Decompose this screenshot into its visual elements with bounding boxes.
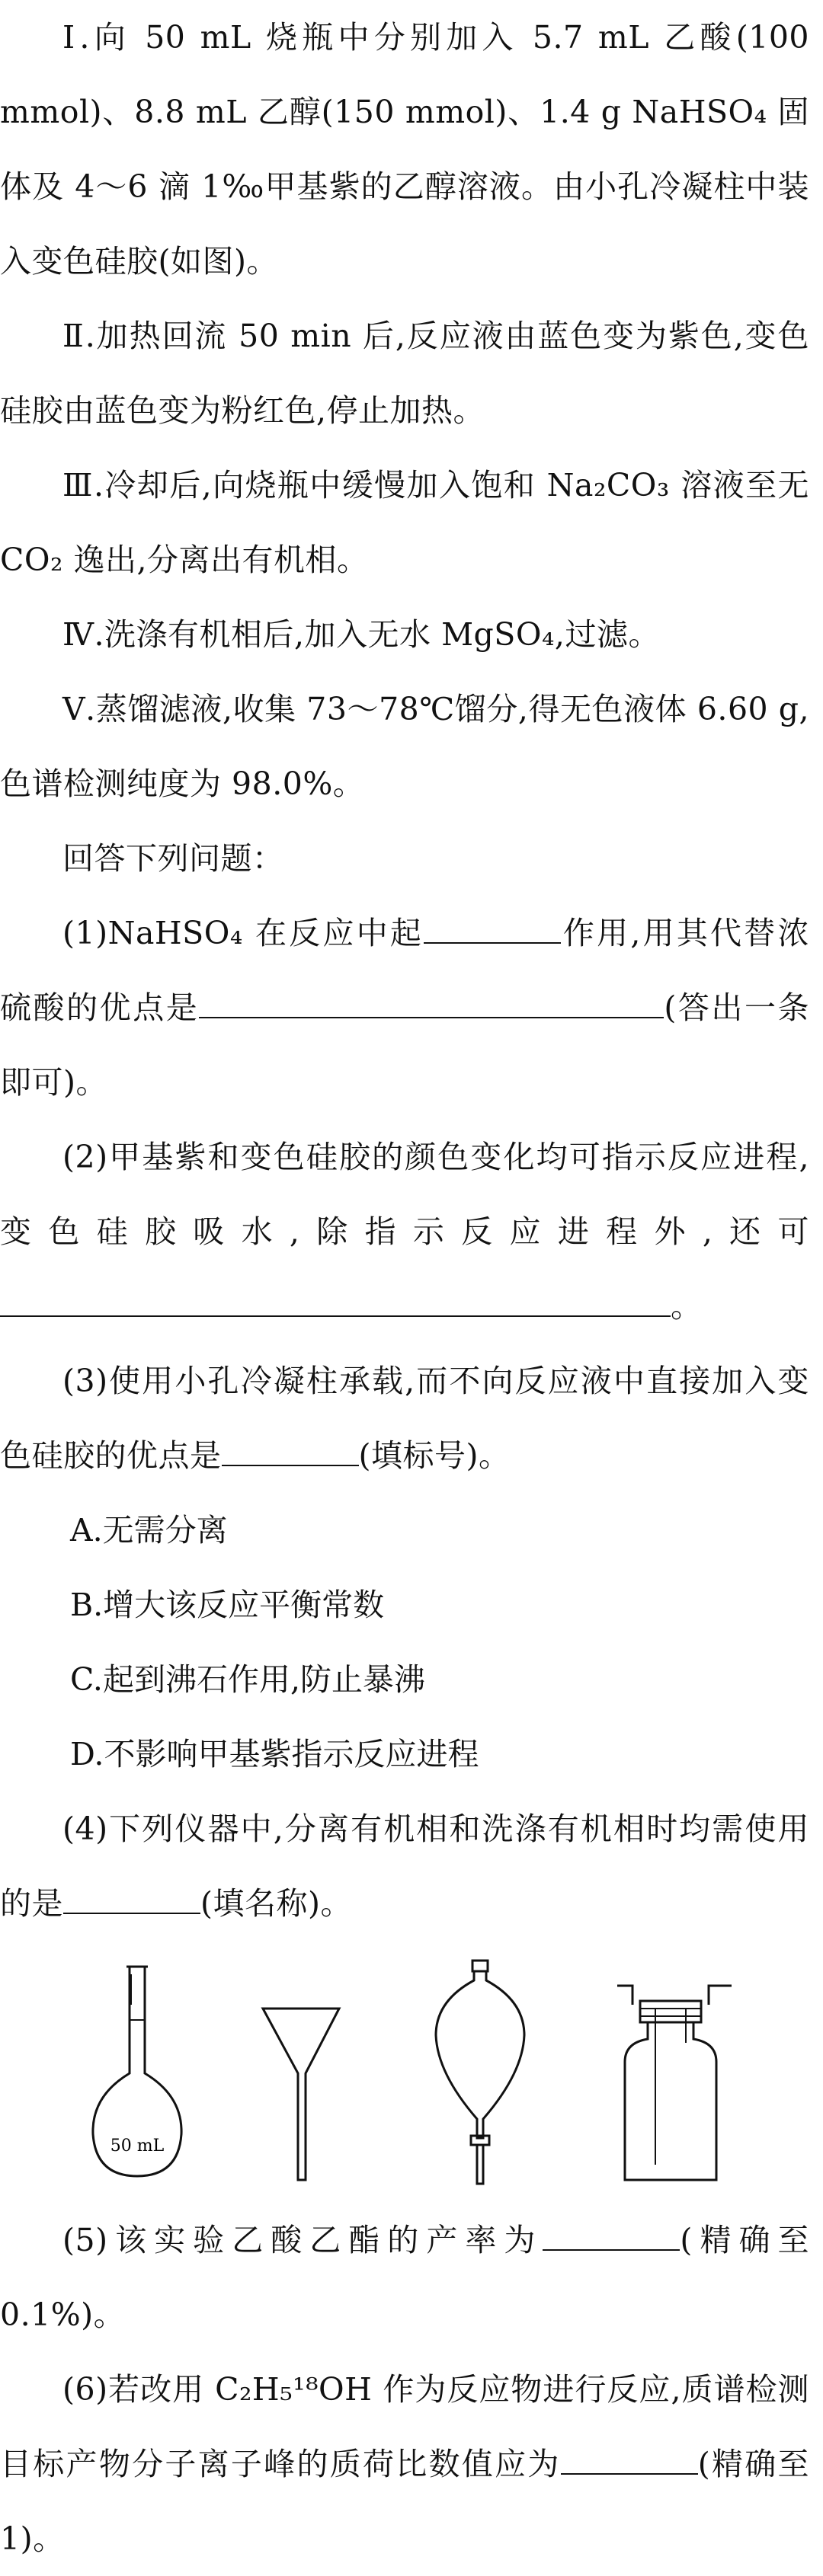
question-3: (3)使用小孔冷凝柱承载,而不向反应液中直接加入变色硅胶的优点是 (填标号)。 [0,1363,809,1474]
answer-blank-6[interactable] [561,2447,698,2475]
option-d: D.不影响甲基紫指示反应进程 [70,1736,479,1772]
step-1: Ⅰ.向 50 mL 烧瓶中分别加入 5.7 mL 乙酸(100 mmol)、8.8 mL 乙醇(150 mmol)、1.4 g NaHSO₄ 固体及 4～6 滴 1‰甲基紫的乙醇溶液。由小孔冷凝柱中装入变色硅胶(如图)。 [0,19,809,280]
answer-blank-1a[interactable] [424,916,561,944]
option-c: C.起到沸石作用,防止暴沸 [70,1661,425,1698]
step-3: Ⅲ.冷却后,向烧瓶中缓慢加入饱和 Na₂CO₃ 溶液至无 CO₂ 逸出,分离出有机相。 [0,467,809,578]
instrument-figure [0,1959,823,2195]
question-1: (1)NaHSO₄ 在反应中起 作用,用其代替浓硫酸的优点是 (答出一条即可)。 [0,915,810,1101]
answer-prompt: 回答下列问题： [62,840,284,877]
separatory-funnel-icon [427,1959,533,2188]
answer-blank-5[interactable] [543,2223,680,2251]
answer-blank-2[interactable] [0,1290,671,1317]
answer-blank-3[interactable] [222,1439,359,1466]
gas-washing-bottle-icon [610,1959,739,2188]
flask-volume-label: 50 mL [110,2137,165,2156]
answer-blank-4[interactable] [63,1887,200,1914]
volumetric-flask-icon [84,1959,191,2188]
option-a: A.无需分离 [70,1512,228,1548]
question-6: (6)若改用 C₂H₅¹⁸OH 作为反应物进行反应,质谱检测目标产物分子离子峰的质荷比数值应为 (精确至 1)。 [0,2371,810,2557]
question-2: (2)甲基紫和变色硅胶的颜色变化均可指示反应进程,变色硅胶吸水,除指示反应进程外,还可。 [0,1139,809,1325]
option-b: B.增大该反应平衡常数 [70,1587,385,1623]
step-2: Ⅱ.加热回流 50 min 后,反应液由蓝色变为紫色,变色硅胶由蓝色变为粉红色,停止加热。 [0,318,810,429]
step-4: Ⅳ.洗涤有机相后,加入无水 MgSO₄,过滤。 [62,616,660,653]
question-4: (4)下列仪器中,分离有机相和洗涤有机相时均需使用的是 (填名称)。 [0,1811,809,1922]
funnel-icon [255,1959,347,2188]
answer-blank-1b[interactable] [199,991,664,1018]
question-5: (5)该实验乙酸乙酯的产率为 (精确至 0.1%)。 [0,2222,810,2333]
step-5: Ⅴ.蒸馏滤液,收集 73～78℃馏分,得无色液体 6.60 g,色谱检测纯度为 98.0%。 [0,691,809,802]
